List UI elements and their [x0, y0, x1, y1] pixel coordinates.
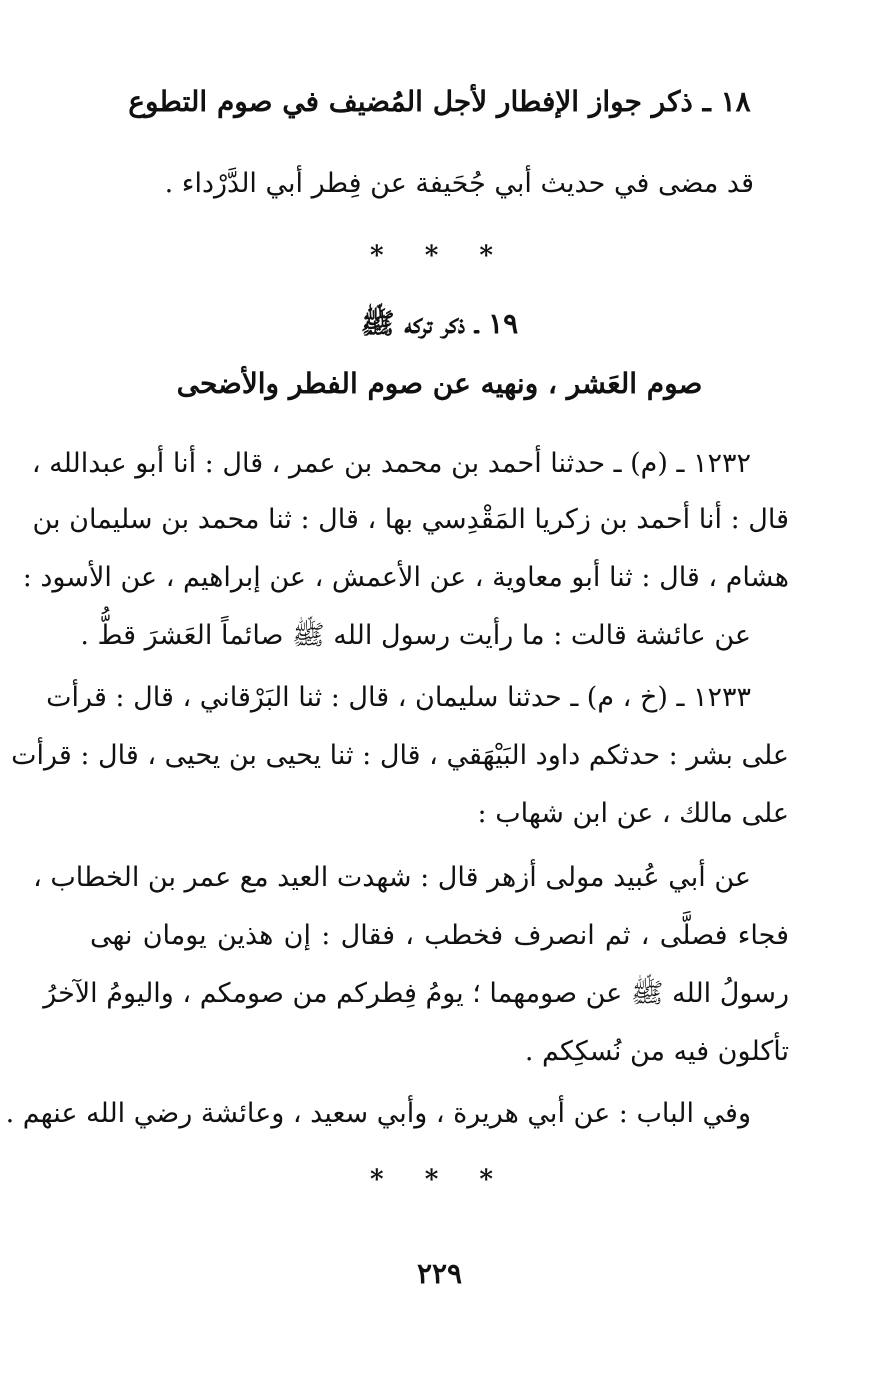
hadith-1233-matn-line: فجاء فصلَّى ، ثم انصرف فخطب ، فقال : إن هذين يومان نهى — [90, 920, 789, 951]
page-number: ٢٢٩ — [416, 1257, 463, 1290]
separator-stars: * * * — [370, 1165, 509, 1195]
section-19-heading-line1: ١٩ ـ ذكر تركه ﷺ — [360, 307, 519, 340]
hadith-1232-line: قال : أنا أحمد بن زكريا المَقْدِسي بها ، قال : ثنا محمد بن سليمان بن — [32, 504, 789, 535]
hadith-1232-line: ١٢٣٢ ـ (م) ـ حدثنا أحمد بن محمد بن عمر ، قال : أنا أبو عبدالله ، — [31, 448, 751, 479]
hadith-1233-matn-line: تأكلون فيه من نُسكِكم . — [524, 1036, 789, 1067]
separator-stars: * * * — [370, 241, 509, 271]
bab-note: وفي الباب : عن أبي هريرة ، وأبي سعيد ، وعائشة رضي الله عنهم . — [5, 1098, 751, 1129]
hadith-1233-line: ١٢٣٣ ـ (خ ، م) ـ حدثنا سليمان ، قال : ثنا البَرْقاني ، قال : قرأت — [46, 682, 751, 713]
hadith-1233-line: على بشر : حدثكم داود البَيْهَقي ، قال : ثنا يحيى بن يحيى ، قال : قرأت — [11, 740, 789, 771]
section-18-text: قد مضى في حديث أبي جُحَيفة عن فِطر أبي الدَّرْداء . — [164, 168, 754, 199]
section-19-heading-line2: صوم العَشر ، ونهيه عن صوم الفطر والأضحى — [176, 367, 703, 400]
hadith-1232-line: هشام ، قال : ثنا أبو معاوية ، عن الأعمش ، عن إبراهيم ، عن الأسود : — [22, 562, 789, 593]
section-18-heading: ١٨ ـ ذكر جواز الإفطار لأجل المُضيف في صوم التطوع — [128, 85, 751, 118]
hadith-1233-matn-line: رسولُ الله ﷺ عن صومهما ؛ يومُ فِطركم من صومكم ، واليومُ الآخرُ — [43, 978, 789, 1009]
hadith-1233-matn-line: عن أبي عُبيد مولى أزهر قال : شهدت العيد مع عمر بن الخطاب ، — [33, 862, 751, 893]
hadith-1233-line: على مالك ، عن ابن شهاب : — [477, 798, 789, 829]
hadith-1232-matn: عن عائشة قالت : ما رأيت رسول الله ﷺ صائماً العَشرَ قطُّ . — [80, 620, 751, 651]
